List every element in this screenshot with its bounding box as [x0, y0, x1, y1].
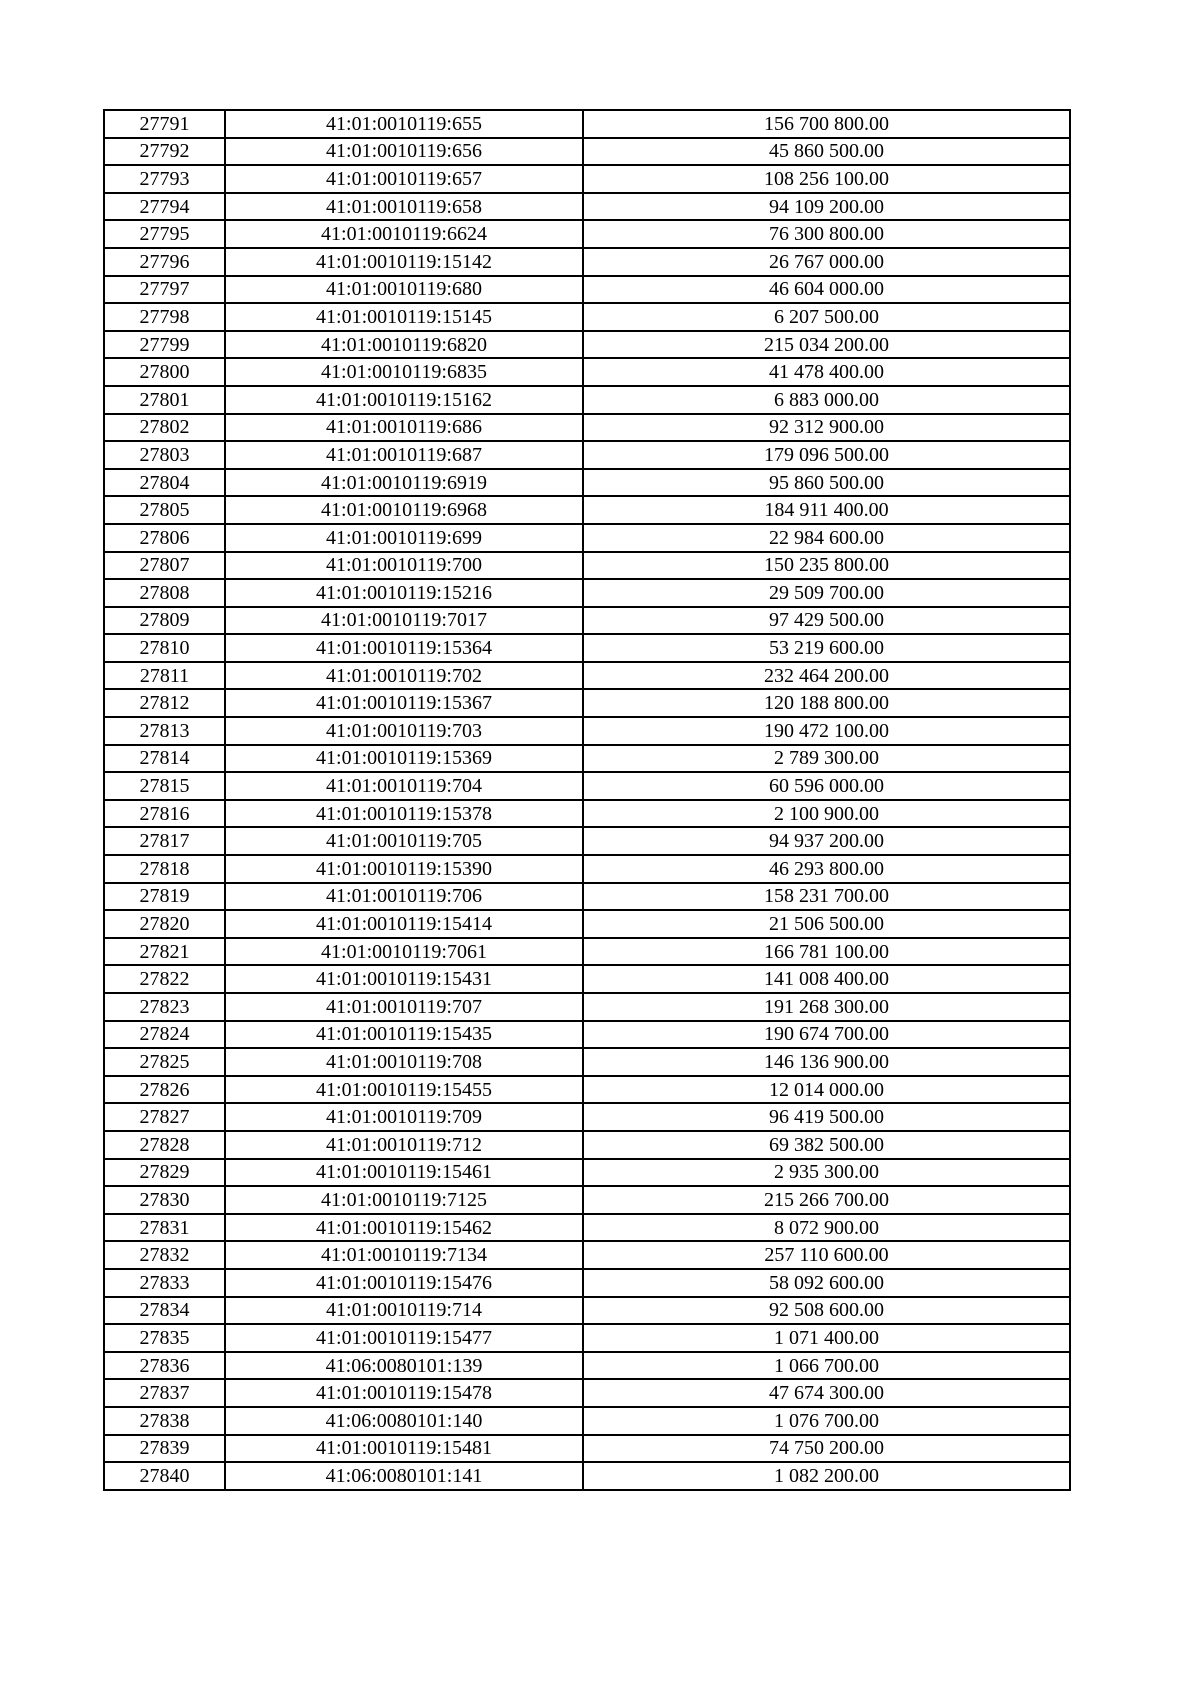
row-number-cell: 27816 [104, 800, 225, 828]
row-number-cell: 27800 [104, 358, 225, 386]
cadastral-number-cell: 41:01:0010119:702 [225, 662, 583, 690]
row-number-cell: 27833 [104, 1269, 225, 1297]
row-number-cell: 27832 [104, 1241, 225, 1269]
row-number-cell: 27792 [104, 138, 225, 166]
table-row [104, 772, 1070, 800]
cadastral-number-cell: 41:01:0010119:703 [225, 717, 583, 745]
table-row [104, 1297, 1070, 1325]
table-row [104, 1048, 1070, 1076]
table-row [104, 993, 1070, 1021]
cadastral-number-cell: 41:01:0010119:15142 [225, 248, 583, 276]
row-number-cell: 27817 [104, 827, 225, 855]
cadastral-value-cell: 29 509 700.00 [583, 579, 1070, 607]
cadastral-value-cell: 8 072 900.00 [583, 1214, 1070, 1242]
row-number-cell: 27813 [104, 717, 225, 745]
cadastral-number-cell: 41:01:0010119:15367 [225, 689, 583, 717]
table-row [104, 607, 1070, 635]
row-number-cell: 27835 [104, 1324, 225, 1352]
cadastral-value-cell: 232 464 200.00 [583, 662, 1070, 690]
cadastral-value-cell: 21 506 500.00 [583, 910, 1070, 938]
cadastral-number-cell: 41:01:0010119:15455 [225, 1076, 583, 1104]
cadastral-value-cell: 2 789 300.00 [583, 745, 1070, 773]
table-row [104, 1407, 1070, 1435]
table-row [104, 331, 1070, 359]
cadastral-number-cell: 41:01:0010119:15364 [225, 634, 583, 662]
row-number-cell: 27831 [104, 1214, 225, 1242]
table-row [104, 965, 1070, 993]
row-number-cell: 27809 [104, 607, 225, 635]
table-row [104, 1159, 1070, 1187]
cadastral-value-cell: 158 231 700.00 [583, 883, 1070, 911]
row-number-cell: 27815 [104, 772, 225, 800]
cadastral-number-cell: 41:01:0010119:705 [225, 827, 583, 855]
cadastral-value-cell: 120 188 800.00 [583, 689, 1070, 717]
cadastral-number-cell: 41:01:0010119:15481 [225, 1435, 583, 1463]
table-row [104, 910, 1070, 938]
cadastral-number-cell: 41:01:0010119:6968 [225, 496, 583, 524]
table-row [104, 717, 1070, 745]
cadastral-number-cell: 41:01:0010119:687 [225, 441, 583, 469]
cadastral-value-cell: 1 076 700.00 [583, 1407, 1070, 1435]
cadastral-number-cell: 41:01:0010119:15216 [225, 579, 583, 607]
table-row [104, 110, 1070, 138]
cadastral-number-cell: 41:01:0010119:699 [225, 524, 583, 552]
row-number-cell: 27840 [104, 1462, 225, 1490]
cadastral-number-cell: 41:01:0010119:15414 [225, 910, 583, 938]
cadastral-number-cell: 41:01:0010119:15162 [225, 386, 583, 414]
cadastral-value-cell: 6 883 000.00 [583, 386, 1070, 414]
row-number-cell: 27829 [104, 1159, 225, 1187]
cadastral-value-cell: 191 268 300.00 [583, 993, 1070, 1021]
table-row [104, 276, 1070, 304]
row-number-cell: 27799 [104, 331, 225, 359]
row-number-cell: 27814 [104, 745, 225, 773]
cadastral-number-cell: 41:01:0010119:15435 [225, 1021, 583, 1049]
table-row [104, 1021, 1070, 1049]
cadastral-number-cell: 41:01:0010119:15477 [225, 1324, 583, 1352]
row-number-cell: 27791 [104, 110, 225, 138]
cadastral-value-cell: 97 429 500.00 [583, 607, 1070, 635]
table-row [104, 634, 1070, 662]
table-row [104, 1214, 1070, 1242]
row-number-cell: 27828 [104, 1131, 225, 1159]
cadastral-number-cell: 41:01:0010119:656 [225, 138, 583, 166]
row-number-cell: 27837 [104, 1379, 225, 1407]
row-number-cell: 27802 [104, 414, 225, 442]
table-row [104, 800, 1070, 828]
row-number-cell: 27830 [104, 1186, 225, 1214]
table-row [104, 1076, 1070, 1104]
cadastral-number-cell: 41:01:0010119:15476 [225, 1269, 583, 1297]
table-row [104, 552, 1070, 580]
cadastral-number-cell: 41:01:0010119:658 [225, 193, 583, 221]
cadastral-value-cell: 150 235 800.00 [583, 552, 1070, 580]
table-row [104, 414, 1070, 442]
cadastral-value-cell: 156 700 800.00 [583, 110, 1070, 138]
table-row [104, 386, 1070, 414]
table-row [104, 855, 1070, 883]
row-number-cell: 27839 [104, 1435, 225, 1463]
table-row [104, 469, 1070, 497]
cadastral-number-cell: 41:06:0080101:141 [225, 1462, 583, 1490]
row-number-cell: 27822 [104, 965, 225, 993]
table-row [104, 165, 1070, 193]
cadastral-number-cell: 41:01:0010119:7061 [225, 938, 583, 966]
table-row [104, 1131, 1070, 1159]
row-number-cell: 27824 [104, 1021, 225, 1049]
cadastral-value-cell: 58 092 600.00 [583, 1269, 1070, 1297]
cadastral-value-cell: 6 207 500.00 [583, 303, 1070, 331]
table-row [104, 193, 1070, 221]
cadastral-number-cell: 41:01:0010119:7125 [225, 1186, 583, 1214]
row-number-cell: 27826 [104, 1076, 225, 1104]
cadastral-value-cell: 94 937 200.00 [583, 827, 1070, 855]
table-row [104, 1462, 1070, 1490]
row-number-cell: 27807 [104, 552, 225, 580]
cadastral-value-cell: 1 071 400.00 [583, 1324, 1070, 1352]
table-row [104, 220, 1070, 248]
row-number-cell: 27820 [104, 910, 225, 938]
table-row [104, 1186, 1070, 1214]
cadastral-number-cell: 41:01:0010119:15369 [225, 745, 583, 773]
table-row [104, 303, 1070, 331]
cadastral-value-cell: 45 860 500.00 [583, 138, 1070, 166]
cadastral-number-cell: 41:01:0010119:680 [225, 276, 583, 304]
cadastral-value-cell: 76 300 800.00 [583, 220, 1070, 248]
row-number-cell: 27804 [104, 469, 225, 497]
cadastral-number-cell: 41:06:0080101:139 [225, 1352, 583, 1380]
cadastral-value-cell: 146 136 900.00 [583, 1048, 1070, 1076]
row-number-cell: 27823 [104, 993, 225, 1021]
cadastral-value-cell: 92 508 600.00 [583, 1297, 1070, 1325]
cadastral-value-cell: 95 860 500.00 [583, 469, 1070, 497]
table-row [104, 745, 1070, 773]
table-row [104, 496, 1070, 524]
table-row [104, 827, 1070, 855]
cadastral-value-cell: 69 382 500.00 [583, 1131, 1070, 1159]
table-row [104, 248, 1070, 276]
cadastral-number-cell: 41:01:0010119:7017 [225, 607, 583, 635]
table-row [104, 662, 1070, 690]
row-number-cell: 27818 [104, 855, 225, 883]
row-number-cell: 27794 [104, 193, 225, 221]
cadastral-value-cell: 166 781 100.00 [583, 938, 1070, 966]
row-number-cell: 27806 [104, 524, 225, 552]
cadastral-value-cell: 190 472 100.00 [583, 717, 1070, 745]
cadastral-number-cell: 41:01:0010119:15478 [225, 1379, 583, 1407]
cadastral-number-cell: 41:01:0010119:706 [225, 883, 583, 911]
table-row [104, 1435, 1070, 1463]
cadastral-number-cell: 41:01:0010119:686 [225, 414, 583, 442]
table-row [104, 358, 1070, 386]
cadastral-number-cell: 41:01:0010119:6624 [225, 220, 583, 248]
cadastral-number-cell: 41:01:0010119:15431 [225, 965, 583, 993]
cadastral-number-cell: 41:01:0010119:6820 [225, 331, 583, 359]
row-number-cell: 27801 [104, 386, 225, 414]
row-number-cell: 27793 [104, 165, 225, 193]
table-row [104, 441, 1070, 469]
table-row [104, 883, 1070, 911]
cadastral-value-cell: 215 266 700.00 [583, 1186, 1070, 1214]
table-row [104, 1241, 1070, 1269]
row-number-cell: 27798 [104, 303, 225, 331]
row-number-cell: 27838 [104, 1407, 225, 1435]
table-row [104, 1324, 1070, 1352]
cadastral-number-cell: 41:01:0010119:6835 [225, 358, 583, 386]
cadastral-value-cell: 96 419 500.00 [583, 1103, 1070, 1131]
cadastral-value-cell: 2 935 300.00 [583, 1159, 1070, 1187]
cadastral-value-cell: 108 256 100.00 [583, 165, 1070, 193]
row-number-cell: 27819 [104, 883, 225, 911]
cadastral-number-cell: 41:01:0010119:709 [225, 1103, 583, 1131]
cadastral-number-cell: 41:01:0010119:15145 [225, 303, 583, 331]
cadastral-number-cell: 41:01:0010119:655 [225, 110, 583, 138]
cadastral-number-cell: 41:06:0080101:140 [225, 1407, 583, 1435]
cadastral-value-cell: 94 109 200.00 [583, 193, 1070, 221]
cadastral-value-cell: 184 911 400.00 [583, 496, 1070, 524]
cadastral-value-cell: 46 293 800.00 [583, 855, 1070, 883]
cadastral-number-cell: 41:01:0010119:15378 [225, 800, 583, 828]
table-row [104, 524, 1070, 552]
cadastral-value-cell: 2 100 900.00 [583, 800, 1070, 828]
cadastral-number-cell: 41:01:0010119:714 [225, 1297, 583, 1325]
cadastral-number-cell: 41:01:0010119:15462 [225, 1214, 583, 1242]
cadastral-number-cell: 41:01:0010119:15461 [225, 1159, 583, 1187]
cadastral-value-cell: 41 478 400.00 [583, 358, 1070, 386]
row-number-cell: 27810 [104, 634, 225, 662]
table-body [104, 110, 1070, 1490]
cadastral-value-cell: 74 750 200.00 [583, 1435, 1070, 1463]
cadastral-value-cell: 12 014 000.00 [583, 1076, 1070, 1104]
row-number-cell: 27796 [104, 248, 225, 276]
row-number-cell: 27812 [104, 689, 225, 717]
cadastral-value-cell: 190 674 700.00 [583, 1021, 1070, 1049]
cadastral-number-cell: 41:01:0010119:700 [225, 552, 583, 580]
table-row [104, 1269, 1070, 1297]
cadastral-number-cell: 41:01:0010119:707 [225, 993, 583, 1021]
cadastral-value-cell: 47 674 300.00 [583, 1379, 1070, 1407]
cadastral-value-cell: 26 767 000.00 [583, 248, 1070, 276]
cadastral-value-cell: 257 110 600.00 [583, 1241, 1070, 1269]
row-number-cell: 27808 [104, 579, 225, 607]
cadastral-value-table [103, 109, 1071, 1491]
row-number-cell: 27803 [104, 441, 225, 469]
row-number-cell: 27805 [104, 496, 225, 524]
cadastral-number-cell: 41:01:0010119:6919 [225, 469, 583, 497]
cadastral-value-cell: 53 219 600.00 [583, 634, 1070, 662]
cadastral-value-cell: 179 096 500.00 [583, 441, 1070, 469]
cadastral-number-cell: 41:01:0010119:712 [225, 1131, 583, 1159]
row-number-cell: 27811 [104, 662, 225, 690]
row-number-cell: 27836 [104, 1352, 225, 1380]
table-row [104, 1103, 1070, 1131]
cadastral-value-cell: 1 082 200.00 [583, 1462, 1070, 1490]
table-row [104, 138, 1070, 166]
row-number-cell: 27797 [104, 276, 225, 304]
cadastral-number-cell: 41:01:0010119:15390 [225, 855, 583, 883]
cadastral-value-cell: 215 034 200.00 [583, 331, 1070, 359]
cadastral-value-cell: 22 984 600.00 [583, 524, 1070, 552]
table-row [104, 579, 1070, 607]
cadastral-number-cell: 41:01:0010119:704 [225, 772, 583, 800]
table-row [104, 938, 1070, 966]
cadastral-value-cell: 60 596 000.00 [583, 772, 1070, 800]
table-row [104, 1379, 1070, 1407]
row-number-cell: 27834 [104, 1297, 225, 1325]
row-number-cell: 27821 [104, 938, 225, 966]
table-row [104, 689, 1070, 717]
row-number-cell: 27825 [104, 1048, 225, 1076]
cadastral-value-cell: 1 066 700.00 [583, 1352, 1070, 1380]
row-number-cell: 27795 [104, 220, 225, 248]
row-number-cell: 27827 [104, 1103, 225, 1131]
cadastral-value-cell: 46 604 000.00 [583, 276, 1070, 304]
cadastral-number-cell: 41:01:0010119:657 [225, 165, 583, 193]
cadastral-value-cell: 141 008 400.00 [583, 965, 1070, 993]
cadastral-value-cell: 92 312 900.00 [583, 414, 1070, 442]
cadastral-number-cell: 41:01:0010119:708 [225, 1048, 583, 1076]
cadastral-number-cell: 41:01:0010119:7134 [225, 1241, 583, 1269]
table-row [104, 1352, 1070, 1380]
